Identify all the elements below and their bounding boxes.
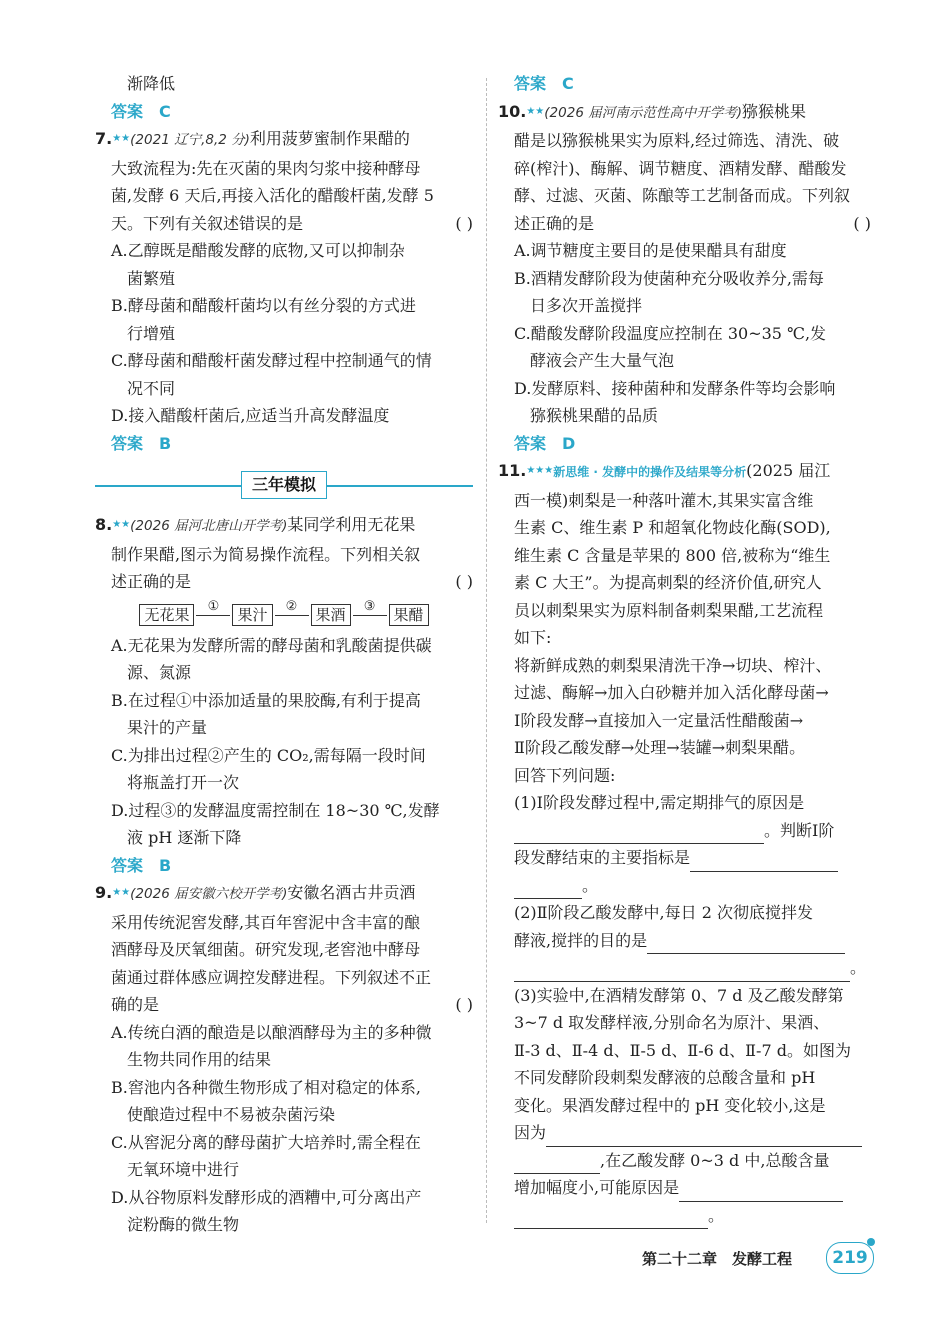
option-a: A.乙醇既是醋酸发酵的底物,又可以抑制杂 [111,241,405,260]
question-10: 10.★★(2026 届河南示范性高中开学考)猕猴桃果 醋是以猕猴桃果实为原料,经过筛选、清洗、破 碎(榨汁)、酶解、调节糖度、酒精发酵、醋酸发 酵、过滤、灭菌、陈酿等工艺制备而成。下列叙 述正确的是 ( ) A.调节糖度主要目的是使果醋具有甜度 B.酒精发酵阶段为使菌种充分吸收养分,需每 日多次开盖搅拌 C.醋酸发酵阶段温度应控制在 30~35 ℃,发 酵液会产生大量气泡 D.发酵原料、接种菌种和发酵条件等均会影响 猕猴桃果醋的品质 答案 D [498,98,871,458]
answer-blank[interactable] [514,823,764,844]
decorative-dot [867,1238,875,1246]
answer-paren: ( ) [853,213,871,233]
process-flow-diagram [95,600,473,630]
option-b: B.窖池内各种微生物形成了相对稳定的体系, [111,1077,421,1097]
answer-blank[interactable] [690,851,838,872]
option-b: B.酒精发酵阶段为使菌种充分吸收养分,需每 [514,268,824,288]
answer-q7: 答案 B [111,433,172,453]
flow-arrow: ③ [351,605,389,625]
page-number: 219 [826,1242,874,1274]
answer-q9: 答案 C [514,74,574,93]
answer-paren: ( ) [455,213,473,233]
flow-box: 果醋 [389,604,429,626]
answer-blank[interactable] [546,1126,862,1147]
answer-paren: ( ) [455,995,473,1014]
answer-q8: 答案 B [111,855,172,875]
answer-q10: 答案 D [514,433,576,453]
sub-question-2: (2)Ⅱ阶段乙酸发酵中,每日 2 次彻底搅拌发 [514,903,813,922]
column-divider [486,78,487,1223]
answer-q6: 答案 C [111,101,171,121]
answer-blank[interactable] [514,961,850,982]
option-c: C.醋酸发酵阶段温度应控制在 30~35 ℃,发 [514,323,827,343]
option-c: C.从窖泥分离的酵母菌扩大培养时,需全程在 [111,1132,421,1152]
question-9: 9.★★(2026 届安徽六校开学考)安徽名酒古井贡酒 采用传统泥窖发酵,其百年窖泥中含丰富的酿 酒酵母及厌氧细菌。研究发现,老窖池中酵母 菌通过群体感应调控发酵进程。下列叙述不正 确的是 ( ) A.传统白酒的酿造是以酿酒酵母为主的多种微 生物共同作用的结果 B.窖池内各种微生物形成了相对稳定的体系, 使酿造过程中不易被杂菌污染 C.从窖泥分离的酵母菌扩大培养时,需全程在 无氧环境中进行 D.从谷物原料发酵形成的酒糟中,可分离出产 淀粉酶的微生物 [95,883,473,1234]
section-title: 三年模拟 [241,471,327,499]
left-column [95,70,473,1239]
difficulty-stars: ★★★ [526,465,554,476]
option-d: D.过程③的发酵温度需控制在 18~30 ℃,发酵 [111,800,440,820]
option-d: D.接入醋酸杆菌后,应适当升高发酵温度 [111,406,390,425]
question-7: 7.★★(2021 辽宁,8,2 分)利用菠萝蜜制作果醋的 大致流程为:先在灭菌的果肉匀浆中接种酵母 菌,发酵 6 天后,再接入活化的醋酸杆菌,发酵 5 天。下列有关叙述错误的是 ( ) A.乙醇既是醋酸发酵的底物,又可以抑制杂 菌繁殖 B.酵母菌和醋酸杆菌均以有丝分裂的方式进 行增殖 C.酵母菌和醋酸杆菌发酵过程中控制通气的情 况不同 D.接入醋酸杆菌后,应适当升高发酵温度 答案 B [95,125,473,457]
answer-blank[interactable] [647,933,845,954]
page-footer [620,1242,880,1272]
difficulty-stars: ★★ [526,105,545,117]
sub-question-3: (3)实验中,在酒精发酵第 0、7 d 及乙酸发酵第 [514,985,844,1005]
option-d: D.从谷物原料发酵形成的酒糟中,可分离出产 [111,1187,422,1207]
answer-blank[interactable] [514,1208,708,1229]
flow-box: 果汁 [232,604,272,626]
chapter-title: 第二十二章 发酵工程 [642,1250,793,1268]
difficulty-stars: ★★ [112,519,131,530]
sub-question-1: (1)Ⅰ阶段发酵过程中,需定期排气的原因是 [514,793,805,812]
answer-blank[interactable] [514,878,582,899]
question-11: 11.★★★新思维 · 发酵中的操作及结果等分析(2025 届江 西一模)刺梨是一种落叶灌木,其果实富含维 生素 C、维生素 P 和超氧化物歧化酶(SOD), 维生素 C 含量是苹果的 800 倍,被称为“维生 素 C 大王”。为提高刺梨的经济价值,研究人 员以刺梨果实为原料制备刺梨果醋,工艺流程 如下: 将新鲜成熟的刺梨果清洗干净→切块、榨汁、 过滤、酶解→加入白砂糖并加入活化酵母菌→ Ⅰ阶段发酵→直接加入一定量活性醋酸菌→ Ⅱ阶段乙酸发酵→处理→装罐→刺梨果醋。 回答下列问题: (1)Ⅰ阶段发酵过程中,需定期排气的原因是 。判断Ⅰ阶 段发酵结束的主要指标是 。 (2)Ⅱ阶段乙酸发酵中,每日 2 次彻底搅拌发 酵液,搅拌的目的是 。 (3)实验中,在酒精发酵第 0、7 d 及乙酸发酵第 3~7 d 取发酵样液,分别命名为原汁、果酒、 Ⅱ-3 d、Ⅱ-4 d、Ⅱ-5 d、Ⅱ-6 d、Ⅱ-7 d。如图为 不同发酵阶段刺梨发酵液的总酸含量和 pH 变化。果酒发酵过程中的 pH 变化较小,这是 因为 ,在乙酸发酵 0~3 d 中,总酸含量 增加幅度小,可能原因是 。 [498,457,871,1229]
topic-tag: 新思维 · 发酵中的操作及结果等分析 [553,465,747,479]
option-c: C.为排出过程②产生的 CO₂,需每隔一段时间 [111,745,426,765]
question-8: 8.★★(2026 届河北唐山开学考)某同学利用无花果 制作果醋,图示为简易操作流程。下列相关叙 述正确的是 ( ) 无花果 ① 果汁 ② 果酒 ③ 果醋 A.无花果为发酵所需的酵母菌和乳酸菌提供碳 源、氮源 B.在过程①中添加适量的果胶酶,有利于提高 果汁的产量 C.为排出过程②产生的 CO₂,需每隔一段时间 将瓶盖打开一次 D.过程③的发酵温度需控制在 18~30 ℃,发酵 液 pH 逐渐下降 答案 B [95,511,473,879]
flow-arrow: ② [273,605,311,625]
continued-line: 渐降低 [127,74,176,93]
flow-arrow: ① [194,605,232,625]
flow-box: 果酒 [311,604,351,626]
process-text: 将新鲜成熟的刺梨果清洗干净→切块、榨汁、 [514,655,832,675]
answer-blank[interactable] [514,1153,600,1174]
option-b: B.在过程①中添加适量的果胶酶,有利于提高 [111,690,421,710]
flow-box: 无花果 [139,604,194,626]
right-column [498,70,871,1229]
difficulty-stars: ★★ [112,133,131,144]
answer-blank[interactable] [679,1181,843,1202]
option-b: B.酵母菌和醋酸杆菌均以有丝分裂的方式进 [111,296,416,315]
option-c: C.酵母菌和醋酸杆菌发酵过程中控制通气的情 [111,351,432,370]
difficulty-stars: ★★ [112,887,131,898]
option-a: A.传统白酒的酿造是以酿酒酵母为主的多种微 [111,1022,432,1042]
section-header [95,465,473,509]
answer-paren: ( ) [455,572,473,591]
option-d: D.发酵原料、接种菌种和发酵条件等均会影响 [514,378,836,398]
option-a: A.调节糖度主要目的是使果醋具有甜度 [514,241,787,260]
option-a: A.无花果为发酵所需的酵母菌和乳酸菌提供碳 [111,635,432,655]
